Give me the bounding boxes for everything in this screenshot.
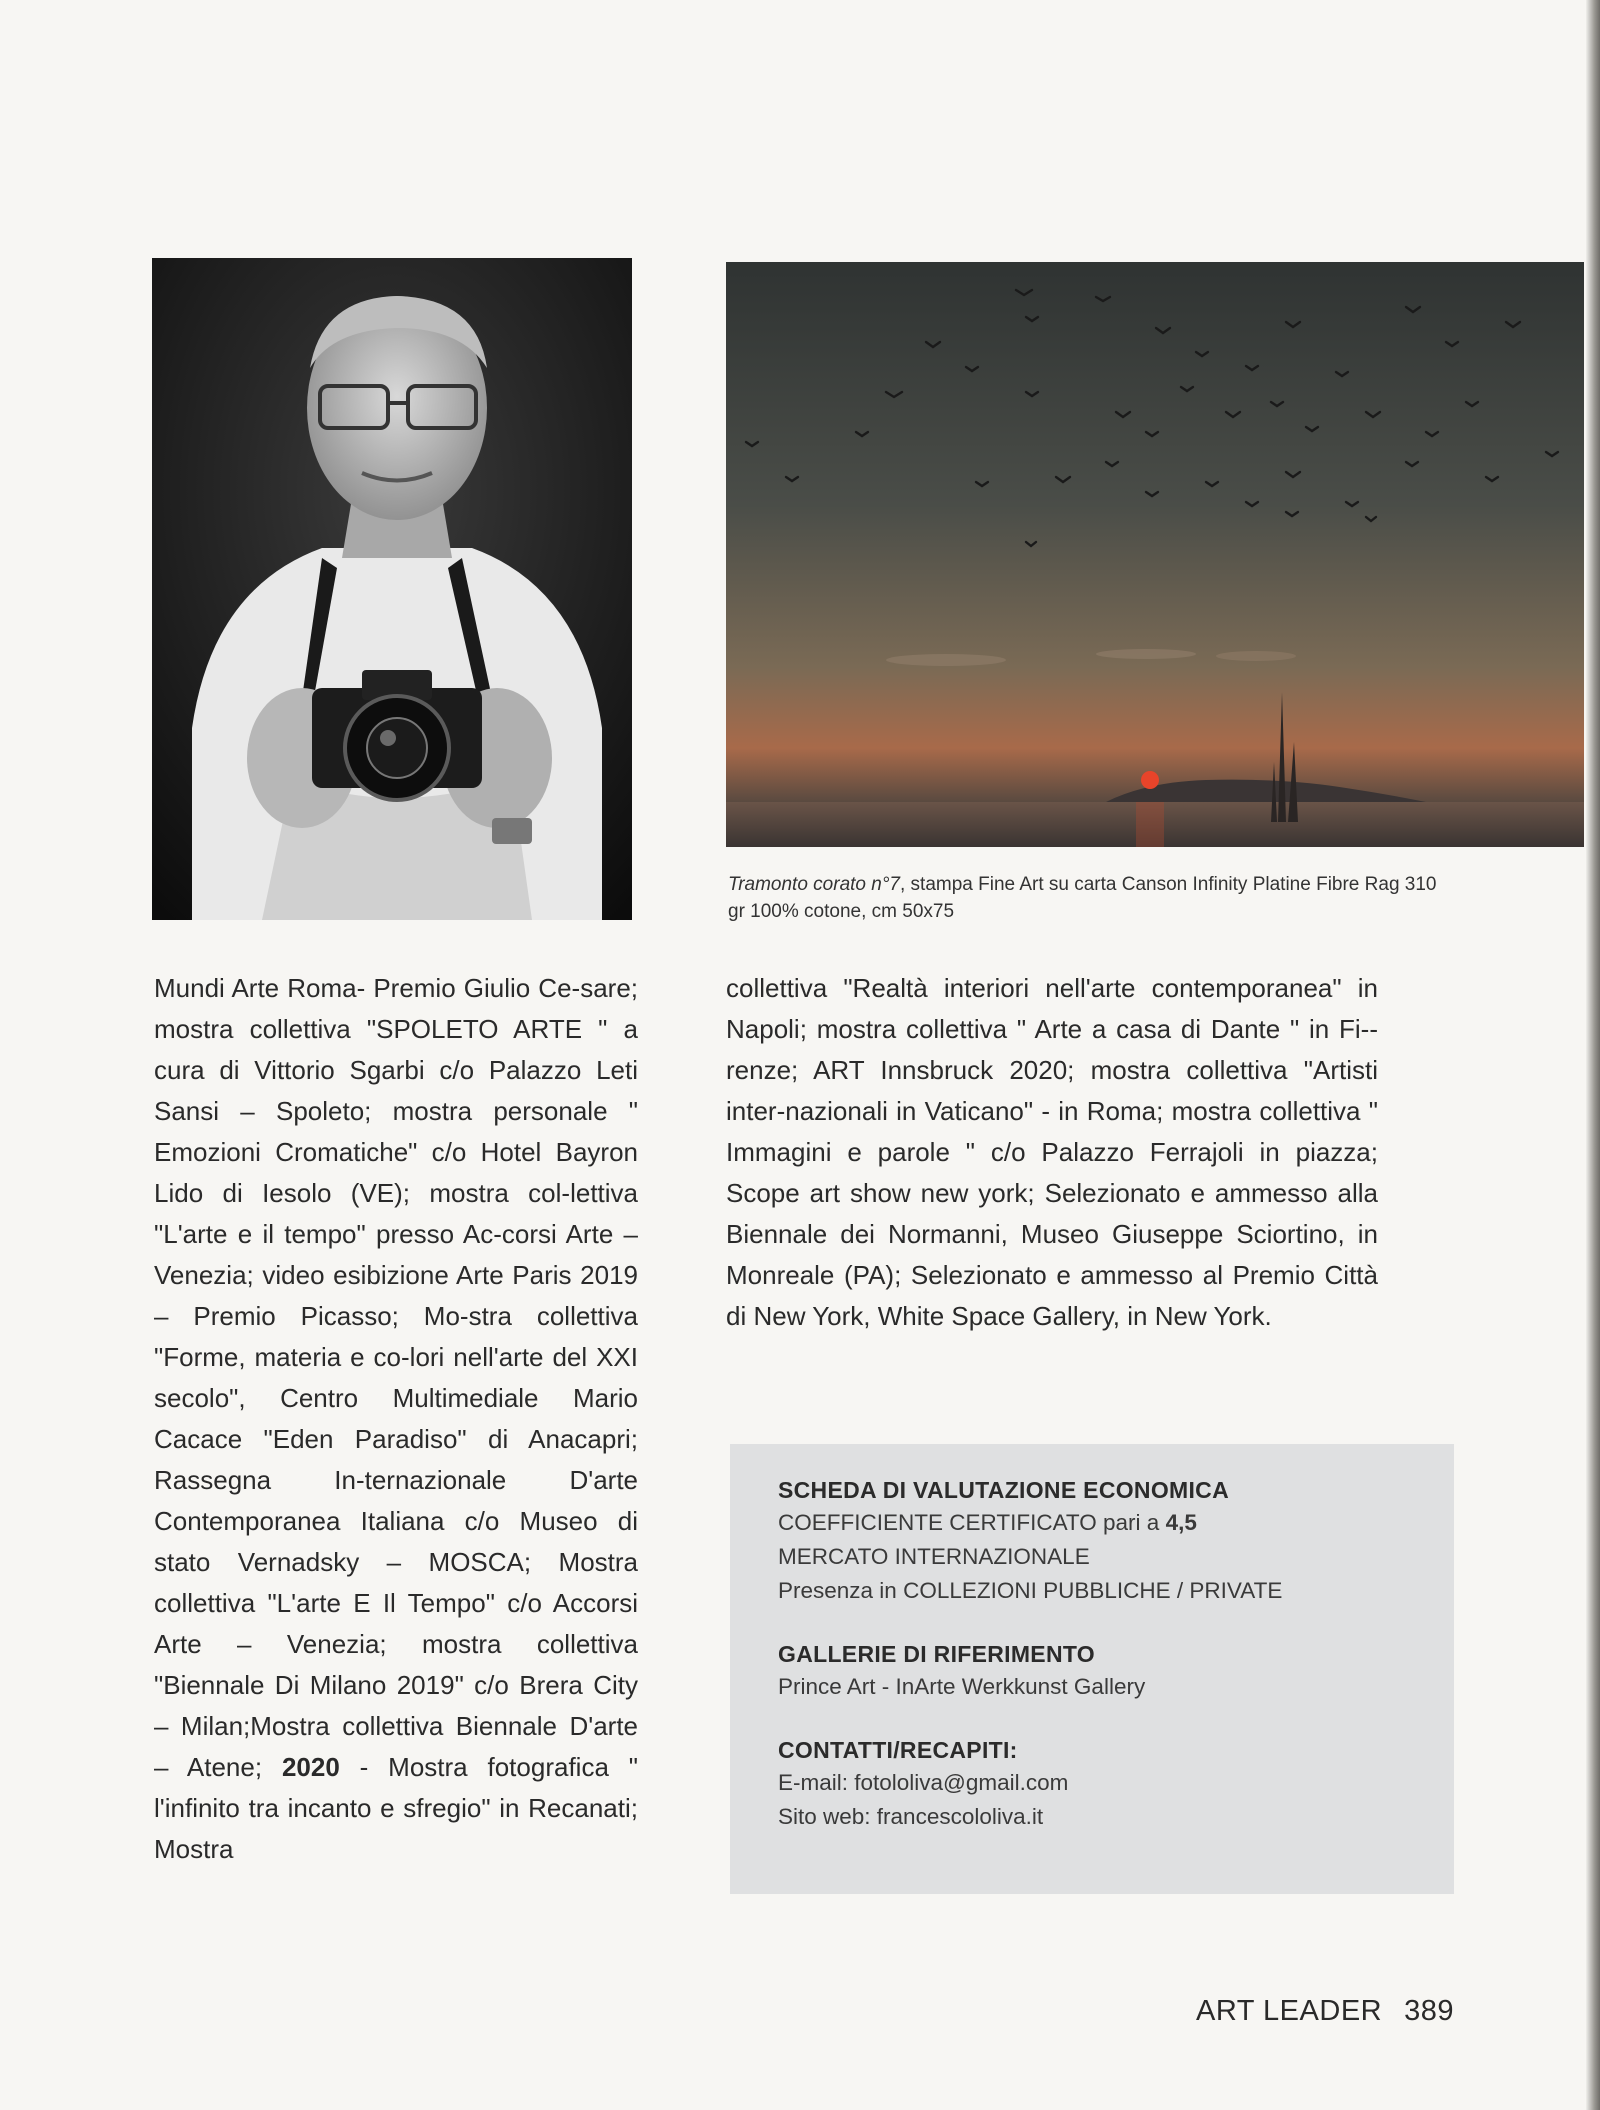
biography-right-text: collettiva "Realtà interiori nell'arte contemporanea" in Napoli; mostra collettiva " Arte a casa di Dante " in Fi-renze; ART Innsbruck 2020; mostra collettiva "Artisti inter-nazionali in Vaticano" - in Roma; mostra collettiva " Immagini e parole " c/o Palazzo Ferrajoli in piazza; Scope art show new york; Selezionato e ammesso alla Biennale dei Normanni, Museo Giuseppe Sciortino, in Monreale (PA); Selezionato e ammesso al Premio Città di New York, White Space Gallery, in New York. [726, 973, 1378, 1331]
page-edge [1586, 0, 1600, 2110]
magazine-name: ART LEADER [1196, 1995, 1383, 2027]
caption-title: Tramonto corato n°7 [728, 874, 900, 895]
website-line: Sito web: francescololiva.it [778, 1804, 1044, 1829]
collections-line: Presenza in COLLEZIONI PUBBLICHE / PRIVATE [778, 1578, 1283, 1603]
sunset-with-birds-icon [726, 262, 1584, 847]
galleries-line: Prince Art - InArte Werkkunst Gallery [778, 1674, 1146, 1699]
photographer-portrait-photo [152, 258, 632, 920]
coefficient-value: 4,5 [1165, 1510, 1197, 1535]
sunset-with-birds-photo [726, 262, 1584, 847]
valuation-box [730, 1444, 1454, 1894]
photo-caption [728, 871, 1448, 925]
biography-right-column [726, 968, 1378, 1337]
photographer-with-camera-icon [152, 258, 632, 920]
biography-year-2020: 2020 [281, 1752, 340, 1782]
biography-left-text-end: - Mostra fotografica " l'infinito tra incanto e sfregio" in Recanati; Mostra [154, 1752, 638, 1864]
coefficient-line [778, 1506, 1424, 1540]
biography-left-text: Mundi Arte Roma- Premio Giulio Ce-sare; mostra collettiva "SPOLETO ARTE " a cura di Vittorio Sgarbi c/o Palazzo Leti Sansi – Spoleto; mostra personale " Emozioni Cromatiche" c/o Hotel Bayron Lido di Iesolo (VE); mostra col-lettiva "L'arte e il tempo" presso Ac-corsi Arte – Venezia; video esibizione Arte Paris 2019 – Premio Picasso; Mo-stra collettiva "Forme, materia e co-lori nell'arte del XXI secolo", Centro Multimediale Mario Cacace "Eden Paradiso" di Anacapri; Rassegna In-ternazionale D'arte Contemporanea Italiana c/o Museo di stato Vernadsky – MOSCA; Mostra collettiva "L'arte E Il Tempo" c/o Accorsi Arte – Venezia; mostra collettiva "Biennale Di Milano 2019" c/o Brera City – Milan;Mostra collettiva Biennale D'arte – Atene; [154, 973, 638, 1782]
valuation-heading: SCHEDA DI VALUTAZIONE ECONOMICA [778, 1477, 1229, 1503]
contacts-heading: CONTATTI/RECAPITI: [778, 1737, 1018, 1763]
email-line: E-mail: fotololiva@gmail.com [778, 1770, 1069, 1795]
page-number: 389 [1404, 1995, 1454, 2027]
page-footer [1196, 1995, 1454, 2028]
caption-details: , stampa Fine Art su carta Canson Infinity Platine Fibre Rag 310 gr 100% cotone, cm 50x75 [728, 874, 1437, 922]
market-line: MERCATO INTERNAZIONALE [778, 1544, 1090, 1569]
biography-left-column [154, 968, 638, 1870]
galleries-heading: GALLERIE DI RIFERIMENTO [778, 1641, 1095, 1667]
coefficient-label: COEFFICIENTE CERTIFICATO pari a [778, 1510, 1166, 1535]
